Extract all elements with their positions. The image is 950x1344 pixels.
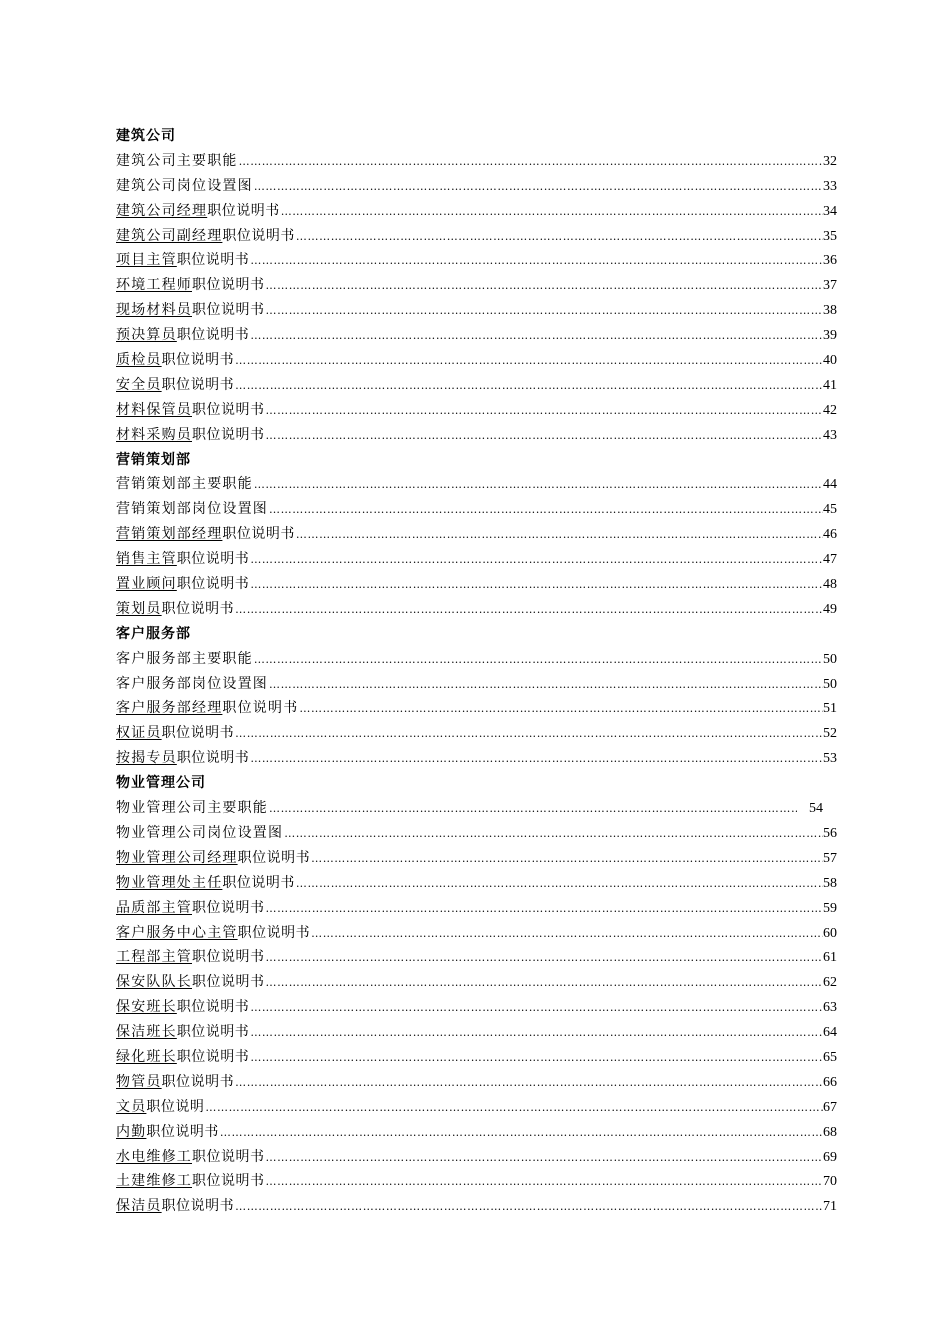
dot-leader [219, 1121, 823, 1146]
toc-entry-main-text: 客户服务部岗位设置图 [116, 675, 268, 692]
toc-entry-title [116, 945, 265, 970]
toc-entry[interactable] [116, 1095, 837, 1120]
toc-entry[interactable] [116, 796, 837, 821]
toc-entry[interactable] [116, 1169, 837, 1194]
dot-leader [295, 225, 823, 250]
dot-leader [265, 274, 824, 299]
table-of-contents [116, 124, 837, 1219]
page-number: 48 [823, 577, 837, 593]
dot-leader [295, 523, 823, 548]
toc-entry-main-text: 项目主管 [116, 252, 177, 269]
dot-leader [234, 374, 823, 399]
toc-entry[interactable] [116, 1145, 837, 1170]
page-number: 50 [823, 676, 837, 692]
toc-entry-title [116, 995, 249, 1020]
toc-entry-main-text: 销售主管 [116, 551, 177, 568]
page-number: 35 [823, 228, 837, 244]
toc-entry-main-text: 策划员 [116, 600, 162, 617]
toc-entry[interactable] [116, 746, 837, 771]
toc-entry[interactable] [116, 149, 837, 174]
toc-entry-main-text: 安全员 [116, 376, 162, 393]
toc-entry[interactable] [116, 348, 837, 373]
dot-leader [265, 897, 824, 922]
toc-entry-suffix-text: 职位说明书 [192, 899, 265, 916]
toc-entry-suffix-text: 职位说明书 [192, 426, 265, 443]
dot-leader [234, 722, 823, 747]
toc-entry-main-text: 按揭专员 [116, 750, 177, 767]
toc-entry-suffix-text: 职位说明书 [176, 999, 250, 1016]
toc-entry-suffix-text: 职位说明书 [176, 551, 250, 568]
dot-leader [249, 747, 823, 772]
toc-entry-title [116, 199, 280, 224]
toc-entry-main-text: 权证员 [116, 725, 162, 742]
page-number: 34 [823, 203, 837, 219]
toc-entry-title [116, 174, 253, 199]
page-number: 69 [823, 1149, 837, 1165]
dot-leader [249, 324, 823, 349]
page-number: 49 [823, 601, 837, 617]
toc-entry-suffix-text: 职位说明书 [176, 750, 250, 767]
toc-entry-title [116, 871, 295, 896]
dot-leader [268, 797, 797, 822]
dot-leader [238, 150, 823, 175]
toc-entry-title [116, 896, 265, 921]
toc-entry[interactable] [116, 273, 837, 298]
toc-entry[interactable] [116, 1194, 837, 1219]
dot-leader [265, 399, 824, 424]
toc-entry-suffix-text: 职位说明书 [176, 252, 250, 269]
toc-entry-main-text: 材料采购员 [116, 426, 192, 443]
dot-leader [268, 673, 823, 698]
toc-entry-suffix-text: 职位说明书 [222, 526, 295, 543]
page-number: 41 [823, 377, 837, 393]
toc-entry-title [116, 1045, 249, 1070]
toc-entry-title [116, 224, 295, 249]
toc-entry[interactable] [116, 199, 837, 224]
dot-leader [204, 1096, 823, 1121]
toc-entry-title [116, 1020, 249, 1045]
toc-entry-main-text: 客户服务中心主管 [116, 924, 238, 941]
toc-entry[interactable] [116, 871, 837, 896]
page-number: 71 [823, 1199, 837, 1215]
section-heading: 客户服务部 [116, 625, 191, 642]
toc-entry[interactable] [116, 1070, 837, 1095]
toc-entry-title [116, 647, 253, 672]
section-heading: 建筑公司 [116, 128, 176, 144]
toc-entry-suffix-text: 职位说明书 [161, 725, 235, 742]
toc-entry-suffix-text: 职位说明 [146, 1098, 205, 1115]
toc-entry-suffix-text: 职位说明书 [146, 1123, 219, 1140]
toc-entry[interactable] [116, 298, 837, 323]
toc-entry-title [116, 796, 268, 821]
toc-entry-title [116, 547, 249, 572]
toc-entry[interactable] [116, 721, 837, 746]
dot-leader [249, 996, 823, 1021]
dot-leader [265, 424, 824, 449]
toc-entry-main-text: 环境工程师 [116, 277, 192, 294]
dot-leader [249, 1021, 823, 1046]
toc-entry-title [116, 746, 249, 771]
toc-entry-suffix-text: 职位说明书 [192, 949, 265, 966]
toc-entry[interactable] [116, 1020, 837, 1045]
page-number: 51 [823, 701, 837, 717]
page-number: 60 [823, 925, 837, 941]
toc-entry-title [116, 597, 234, 622]
dot-leader [265, 971, 824, 996]
toc-entry-main-text: 物业管理公司经理 [116, 849, 238, 866]
toc-entry[interactable] [116, 522, 837, 547]
toc-entry-title [116, 1070, 234, 1095]
toc-entry[interactable] [116, 970, 837, 995]
toc-entry-main-text: 置业顾问 [116, 576, 177, 593]
dot-leader [234, 349, 823, 374]
page-number: 59 [823, 900, 837, 916]
page-number: 54 [809, 801, 823, 817]
dot-leader [253, 473, 823, 498]
toc-entry-main-text: 保安班长 [116, 999, 177, 1016]
toc-entry[interactable] [116, 995, 837, 1020]
toc-entry-suffix-text: 职位说明书 [207, 202, 280, 219]
toc-entry-main-text: 建筑公司经理 [116, 202, 208, 219]
page-number: 66 [823, 1074, 837, 1090]
toc-entry-main-text: 建筑公司副经理 [116, 227, 223, 244]
page-number: 46 [823, 527, 837, 543]
toc-entry[interactable] [116, 821, 837, 846]
toc-entry[interactable] [116, 472, 837, 497]
page-number: 33 [823, 178, 837, 194]
toc-entry-main-text: 品质部主管 [116, 899, 192, 916]
page-number: 50 [823, 651, 837, 667]
section-heading: 物业管理公司 [116, 775, 206, 792]
page-number: 70 [823, 1174, 837, 1190]
section-heading: 营销策划部 [116, 451, 191, 468]
toc-entry[interactable] [116, 672, 837, 697]
toc-entry[interactable] [116, 597, 837, 622]
toc-entry-suffix-text: 职位说明书 [176, 1024, 250, 1041]
dot-leader [310, 847, 823, 872]
toc-entry-suffix-text: 职位说明书 [161, 1073, 235, 1090]
page-number: 47 [823, 552, 837, 568]
toc-entry[interactable] [116, 1120, 837, 1145]
toc-entry[interactable] [116, 323, 837, 348]
toc-entry-main-text: 绿化班长 [116, 1048, 177, 1065]
toc-entry-main-text: 物管员 [116, 1073, 162, 1090]
page-number: 58 [823, 875, 837, 891]
page-number: 56 [823, 825, 837, 841]
toc-entry-main-text: 文员 [116, 1098, 147, 1115]
toc-entry-title [116, 696, 298, 721]
toc-entry-suffix-text: 职位说明书 [237, 849, 311, 866]
toc-entry-main-text: 保洁班长 [116, 1024, 177, 1041]
toc-entry-main-text: 现场材料员 [116, 302, 192, 319]
toc-entry[interactable] [116, 423, 837, 448]
toc-entry-main-text: 内勤 [116, 1123, 147, 1140]
page-number: 53 [823, 751, 837, 767]
toc-entry[interactable] [116, 647, 837, 672]
toc-entry[interactable] [116, 497, 837, 522]
dot-leader [249, 573, 823, 598]
toc-entry-title [116, 348, 234, 373]
page-number: 45 [823, 502, 837, 518]
toc-entry-suffix-text: 职位说明书 [222, 700, 299, 717]
page-number: 32 [823, 153, 837, 169]
page-number: 42 [823, 402, 837, 418]
toc-entry[interactable] [116, 896, 837, 921]
dot-leader [280, 200, 823, 225]
toc-entry-main-text: 物业管理公司岗位设置图 [116, 824, 284, 841]
dot-leader [298, 697, 823, 722]
page-number: 44 [823, 477, 837, 493]
page-number: 40 [823, 353, 837, 369]
toc-entry-title [116, 672, 268, 697]
toc-entry-suffix-text: 职位说明书 [192, 1173, 265, 1190]
toc-entry[interactable] [116, 696, 837, 721]
toc-entry-title [116, 970, 265, 995]
toc-entry-main-text: 保安队队长 [116, 974, 192, 991]
toc-entry-title [116, 298, 265, 323]
toc-entry-title [116, 273, 265, 298]
toc-entry-main-text: 质检员 [116, 352, 162, 369]
toc-entry-title [116, 721, 234, 746]
toc-entry-title [116, 1169, 265, 1194]
dot-leader [268, 498, 823, 523]
dot-leader [310, 922, 823, 947]
toc-entry-main-text: 物业管理处主任 [116, 874, 223, 891]
dot-leader [265, 1170, 824, 1195]
page-number: 43 [823, 427, 837, 443]
toc-entry-main-text: 客户服务部主要职能 [116, 650, 253, 667]
page-number: 68 [823, 1124, 837, 1140]
toc-entry-main-text: 物业管理公司主要职能 [116, 800, 268, 817]
toc-entry[interactable] [116, 248, 837, 273]
toc-entry-title [116, 1120, 219, 1145]
toc-entry-title [116, 423, 265, 448]
toc-entry-suffix-text: 职位说明书 [176, 576, 250, 593]
toc-entry-suffix-text: 职位说明书 [161, 600, 235, 617]
toc-entry-title [116, 398, 265, 423]
dot-leader [234, 1071, 823, 1096]
toc-entry-main-text: 水电维修工 [116, 1148, 192, 1165]
toc-entry[interactable] [116, 572, 837, 597]
toc-entry-main-text: 建筑公司主要职能 [116, 152, 238, 169]
toc-entry[interactable] [116, 373, 837, 398]
toc-entry-main-text: 材料保管员 [116, 401, 192, 418]
toc-entry-suffix-text: 职位说明书 [192, 277, 265, 294]
toc-entry-main-text: 土建维修工 [116, 1173, 192, 1190]
toc-entry[interactable] [116, 398, 837, 423]
toc-entry[interactable] [116, 945, 837, 970]
page-number: 39 [823, 328, 837, 344]
toc-entry[interactable] [116, 174, 837, 199]
toc-entry-title [116, 821, 283, 846]
toc-entry-suffix-text: 职位说明书 [237, 924, 311, 941]
toc-entry-suffix-text: 职位说明书 [161, 1198, 235, 1215]
toc-entry-main-text: 营销策划部主要职能 [116, 476, 253, 493]
toc-entry-title [116, 373, 234, 398]
toc-entry[interactable] [116, 547, 837, 572]
toc-entry-title [116, 921, 310, 946]
dot-leader [249, 548, 823, 573]
toc-entry-suffix-text: 职位说明书 [176, 327, 250, 344]
page-number: 63 [823, 1000, 837, 1016]
toc-entry[interactable] [116, 921, 837, 946]
toc-entry-main-text: 营销策划部岗位设置图 [116, 501, 268, 518]
toc-entry-title [116, 497, 268, 522]
toc-entry-main-text: 建筑公司岗位设置图 [116, 177, 253, 194]
dot-leader [249, 1046, 823, 1071]
toc-entry-suffix-text: 职位说明书 [192, 1148, 265, 1165]
toc-entry[interactable] [116, 224, 837, 249]
dot-leader [265, 1146, 824, 1171]
dot-leader [265, 946, 824, 971]
toc-entry-suffix-text: 职位说明书 [176, 1048, 250, 1065]
page-number: 65 [823, 1049, 837, 1065]
toc-entry-title [116, 1145, 265, 1170]
dot-leader [253, 175, 823, 200]
dot-leader [249, 249, 823, 274]
toc-entry-suffix-text: 职位说明书 [222, 227, 295, 244]
toc-entry-title [116, 248, 249, 273]
toc-entry[interactable] [116, 1045, 837, 1070]
toc-entry-title [116, 472, 253, 497]
toc-entry-suffix-text: 职位说明书 [192, 401, 265, 418]
toc-entry-title [116, 149, 238, 174]
toc-entry-suffix-text: 职位说明书 [192, 302, 265, 319]
toc-entry-title [116, 572, 249, 597]
page-number: 67 [823, 1099, 837, 1115]
page-number: 62 [823, 975, 837, 991]
toc-entry-suffix-text: 职位说明书 [222, 874, 295, 891]
toc-entry-suffix-text: 职位说明书 [161, 376, 235, 393]
dot-leader [253, 648, 823, 673]
toc-entry-main-text: 工程部主管 [116, 949, 192, 966]
dot-leader [265, 299, 824, 324]
toc-entry-title [116, 1194, 234, 1219]
dot-leader [234, 1195, 823, 1220]
dot-leader [283, 822, 823, 847]
toc-entry-title [116, 323, 249, 348]
toc-entry-suffix-text: 职位说明书 [161, 352, 235, 369]
toc-entry-main-text: 预决算员 [116, 327, 177, 344]
page-number: 61 [823, 950, 837, 966]
toc-entry-title [116, 522, 295, 547]
toc-entry-suffix-text: 职位说明书 [192, 974, 265, 991]
page-number: 36 [823, 253, 837, 269]
page-number: 38 [823, 303, 837, 319]
toc-entry-main-text: 营销策划部经理 [116, 526, 223, 543]
dot-leader [295, 872, 823, 897]
dot-leader [234, 598, 823, 623]
page-number: 52 [823, 726, 837, 742]
page-number: 57 [823, 850, 837, 866]
toc-entry-title [116, 1095, 204, 1120]
page-number: 37 [823, 278, 837, 294]
toc-entry-title [116, 846, 310, 871]
toc-entry-main-text: 保洁员 [116, 1198, 162, 1215]
toc-entry[interactable] [116, 846, 837, 871]
page-number: 64 [823, 1025, 837, 1041]
toc-entry-main-text: 客户服务部经理 [116, 700, 223, 717]
